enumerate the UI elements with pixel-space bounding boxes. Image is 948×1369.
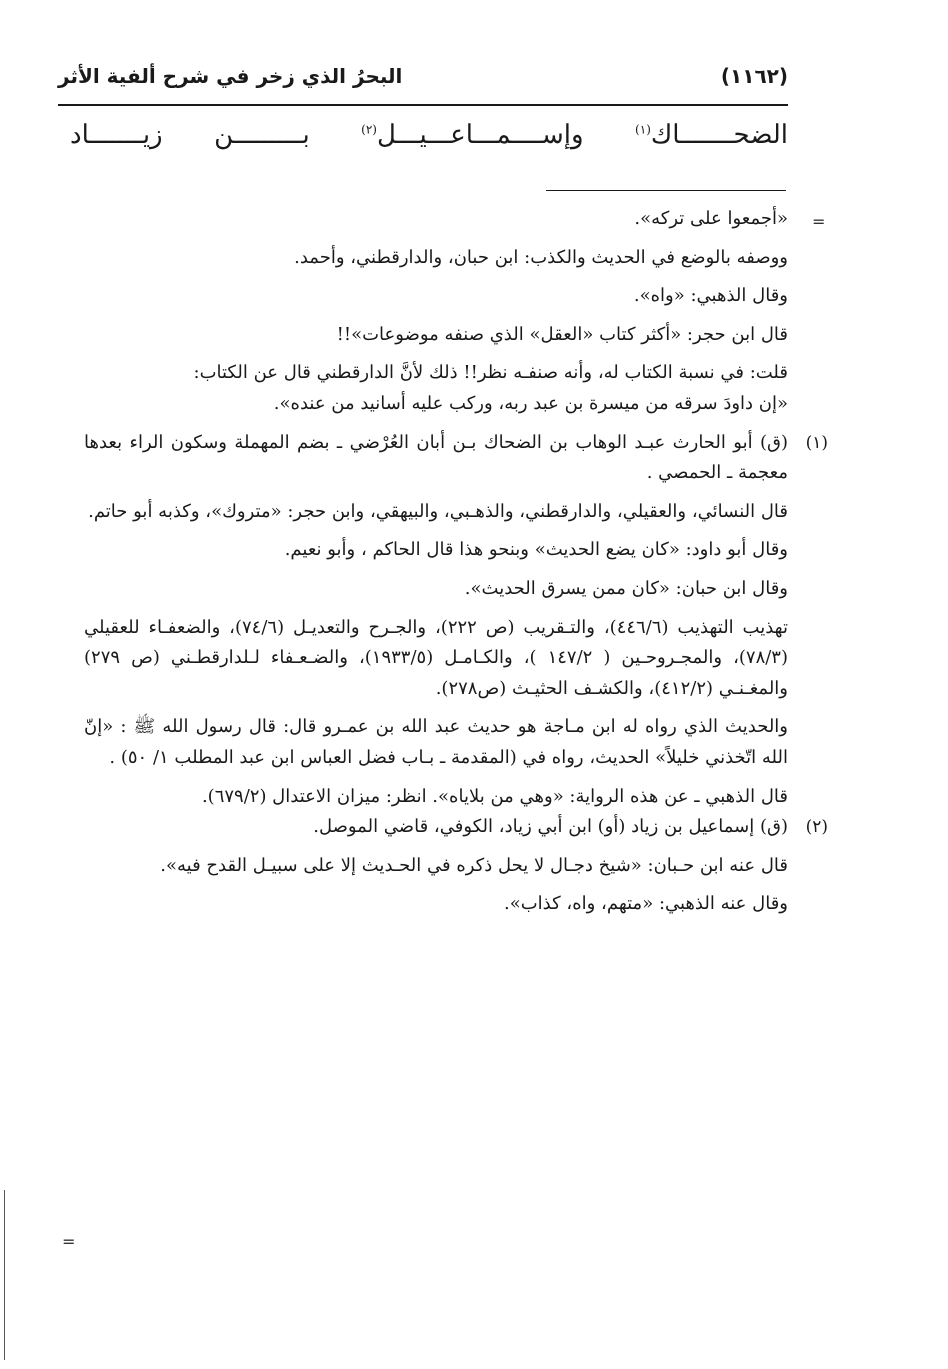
book-title: البحرُ الذي زخر في شرح ألفية الأثر: [58, 64, 403, 88]
footnote-ref-1: (١): [635, 122, 651, 137]
verse-word-bin: بـــــــــن: [214, 120, 310, 150]
text-line: وقال أبو داود: «كان يضع الحديث» وبنحو هذا قال الحاكم ، وأبو نعيم.: [284, 539, 788, 561]
footnote-2-text: (ق) إسماعيل بن زياد (أو) ابن أبي زياد، الكوفي، قاضي الموصل.: [313, 816, 788, 838]
verse-word-ismail: وإســــمـــاعـــيـــل: [376, 120, 584, 150]
text-line: قال الذهبي ـ عن هذه الرواية: «وهي من بلاياه». انظر: ميزان الاعتدال (٦٧٩/٢).: [201, 785, 788, 807]
text-line: «أجمعوا على تركه».: [634, 208, 788, 229]
margin-continuation-mark: =: [812, 212, 826, 231]
text-line: قال عنه ابن حـبان: «شيخ دجـال لا يحل ذكره في الحـديث إلا على سبيـل القدح فيه».: [160, 854, 788, 876]
verse-word-dahhak: الضحـــــــاك: [650, 120, 789, 150]
text-line: قال ابن حجر: «أكثر كتاب «العقل» الذي صنفه موضوعات»!!: [336, 323, 788, 345]
text-line: ووصفه بالوضع في الحديث والكذب: ابن حبان، والدارقطني، وأحمد.: [294, 246, 788, 268]
footnote-ref-2: (٢): [361, 122, 377, 137]
hadith-paragraph: والحديث الذي رواه له ابن مـاجة هو حديث عبد الله بن عمـرو قال: قال رسول الله ﷺ : «إنّ الله اتّخذني خليلاً» الحديث، رواه في (المقدمة ـ بـاب فضل العباس ابن عبد المطلب ١/ ٥٠) .: [84, 716, 788, 768]
text-line: وقال ابن حبان: «كان ممن يسرق الحديث».: [464, 577, 788, 599]
footnote-marker-1: (١): [805, 432, 828, 453]
verse-line: [70, 120, 788, 170]
footnote-1-text: (ق) أبو الحارث عبـد الوهاب بن الضحاك بـن أبان العُرْضي ـ بضم المهملة وسكون الراء بعدها معجمة ـ الحمصي .: [84, 431, 788, 484]
verse-word-ziyad: زيـــــــاد: [70, 120, 163, 150]
text-line: وقال الذهبي: «واه».: [633, 285, 788, 307]
header-rule: [58, 104, 788, 106]
text-line: قلت: في نسبة الكتاب له، وأنه صنفـه نظر!! ذلك لأنَّ الدارقطني قال عن الكتاب:: [193, 362, 788, 384]
footnote-marker-2: (٢): [805, 817, 828, 838]
scan-edge-line: [4, 1190, 5, 1360]
footnote-2: [84, 812, 828, 843]
text-line: وقال عنه الذهبي: «متهم، واه، كذاب».: [503, 893, 788, 915]
page-number: (١١٦٢): [720, 64, 788, 88]
footnote-1: [84, 428, 828, 489]
margin-continuation-mark-bottom: =: [62, 1232, 76, 1251]
footnote-separator: [546, 190, 786, 191]
text-line: «إن داودَ سرقه من ميسرة بن عبد ربه، وركب عليه أسانيد من عنده».: [273, 392, 788, 414]
page-header: [58, 62, 788, 106]
text-line: قال النسائي، والعقيلي، والدارقطني، والذهـبي، والبيهقي، وابن حجر: «متروك»، وكذبه أبو حاتم.: [88, 500, 788, 522]
references-paragraph: تهذيب التهذيب (٤٤٦/٦)، والتـقريب (ص ٢٢٢)، والجـرح والتعديـل (٧٤/٦)، والضعفـاء للعقيلي (٧٨/٣)، والمجـروحـين ( ١٤٧/٢ )، والكـامـل (١٩٣٣/٥)، والضـعـفاء لـلدارقطـني (ص ٢٧٩) والمغـنـي (٤١٢/٢)، والكشـف الحثيـث (ص٢٧٨).: [84, 616, 789, 699]
footnotes-body: [84, 204, 828, 920]
